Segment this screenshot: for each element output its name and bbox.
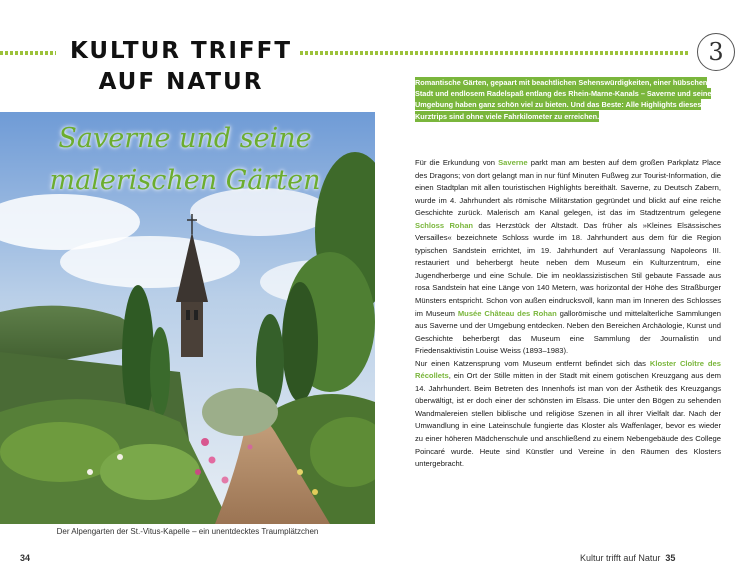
chapter-number: 3: [708, 38, 724, 66]
place-name-kloster: Kloster Cloître des Récollets: [415, 358, 721, 381]
place-name-schloss-rohan: Schloss Rohan: [415, 220, 474, 230]
footer-title: Kultur trifft auf Natur: [580, 553, 661, 563]
place-name-saverne: Saverne: [498, 158, 528, 167]
script-title-line-2: malerischen Gärten: [49, 165, 321, 196]
body-segment: parkt man am besten auf dem großen Parkplatz Place des Dragons; von dort gelangt man in nur fünf Minuten Fußweg zur Tourist-Information, die einen Stadtplan mit allen touristischen Highlights bereithält. Saverne, zu Deutsch Zabern, wurde im 4. Jahrhundert als römische Militärstation gegründet und blickt auf eine reiche Geschichte zurück. Malerisch am Kanal gelegen, ist das im Stadtzentrum gelegene: [415, 158, 722, 218]
place-name-musee: Musée Château des Rohan: [457, 308, 557, 318]
page-title: [56, 36, 306, 98]
title-line-1: KULTUR TRIFFT: [69, 38, 293, 64]
page-number-left: 34: [20, 553, 31, 563]
body-segment: Nur einen Katzensprung vom Museum entfernt befindet sich das: [415, 358, 650, 368]
script-title-line-1: Saverne und seine: [58, 123, 312, 154]
intro-text: Romantische Gärten, gepaart mit beachtlichen Sehenswürdigkeiten, einer hübschen Stadt und endlosem Radelspaß entlang des Rhein-Marne-Kanals – Saverne und seine Umgebung haben ganz schön viel zu bieten. Und das Beste: Alle Highlights dieses Kurztrips sind ohne viele Fahrkilometer zu erreichen.: [415, 78, 712, 121]
body-segment: , ein Ort der Stille mitten in der Stadt mit einem gotischen Kreuzgang aus dem 14. Jahrhundert. Beim Betreten des Innenhofs ist man von der Ästhetik des Kreuzgangs überwältigt, ist er doch einer der schönsten im Elsass. Die unter den Bögen zu sehenden Wandmalereien stellen biblische und religiöse Szenen in all ihrer Vielfalt dar. Nach der Umwandlung in eine Lateinschule fungierte das Kloster als Waffenlager, bevor es wieder zu einer höheren Mädchenschule und anschließend zu einem Nebengebäude des College Poincaré wurde. Heute sind Künstler und Vereine in den Räumen des Klosters untergebracht.: [415, 371, 721, 469]
body-segment: gallorömische und mittelalterliche Sammlungen aus Saverne und der Umgebung entdecken. Neben den Bereichen Archäologie, Kunst und Geschichte beherbergt das Museum eine Sammlung der Journalistin und Friedensaktivistin Louise Weiss (1893–1983).: [415, 308, 721, 356]
photo-caption: Der Alpengarten der St.-Vitus-Kapelle – ein unentdecktes Traumplätzchen: [56, 527, 319, 536]
body-segment: das Herzstück der Altstadt. Das früher als »Kleines Elsässisches Versailles« bezeichnete Schloss wurde im 18. Jahrhundert aus dem für die Region typischen Sandstein errichtet, im 19. Jahrhundert auf Veranlassung Napoleons III. restauriert und beherbergt heute neben dem Museum ein Kulturzentrum, eine Jugendherberge und eine Schule. Die im neoklassizistischen Stil gebaute Fassade aus rosa Sandstein hat eine Länge von 140 Metern, was horizontal der Höhe des Straßburger Münsters entspricht. Schon von außen eindrucksvoll, kann man im Inneren des Schlosses im Museum: [415, 220, 722, 318]
chapter-number-badge: [697, 33, 735, 71]
footer-right: [580, 553, 675, 563]
page-number-right: 35: [665, 553, 676, 563]
intro-paragraph: [415, 77, 721, 122]
body-segment: Für die Erkundung von: [415, 158, 499, 167]
body-text: [415, 157, 721, 471]
title-line-2: AUF NATUR: [98, 69, 264, 95]
script-title: [40, 118, 330, 202]
